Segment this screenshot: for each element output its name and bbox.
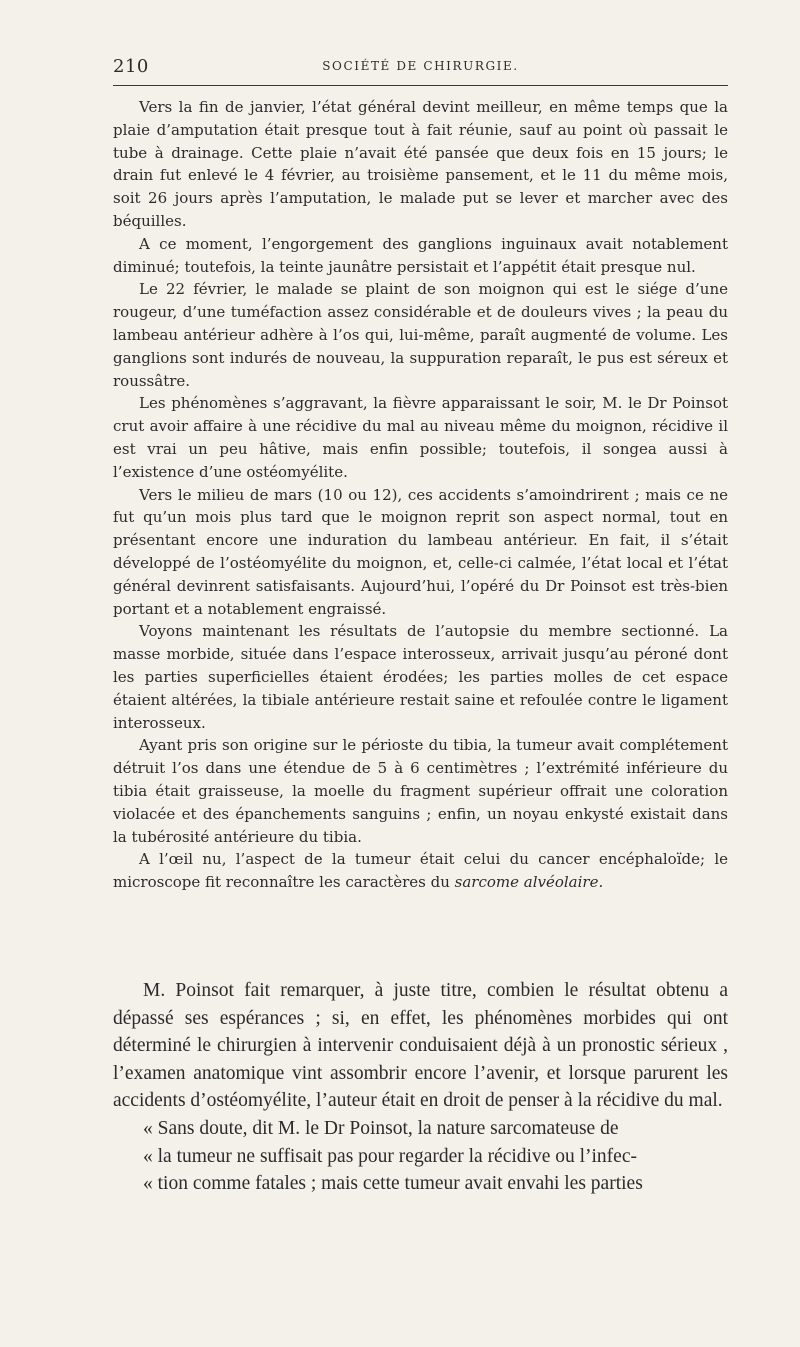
journal-title: SOCIÉTÉ DE CHIRURGIE.	[322, 59, 519, 73]
paragraph-microscope	[113, 848, 728, 894]
commentary-text	[113, 977, 728, 1198]
italic-diagnosis: sarcome alvéolaire.	[454, 873, 604, 892]
paragraph: M. Poinsot fait remarquer, à juste titre, combien le résultat obtenu a dépassé ses espérances ; si, en effet, les phénomènes morbides qui ont déterminé le chirurgien à intervenir conduisaient déjà à un pronostic sérieux , l’examen anatomique vint assombrir encore l’avenir, et lorsque parurent les accidents d’ostéomyélite, l’auteur était en droit de penser à la récidive du mal.	[113, 980, 728, 1112]
case-report-text	[113, 96, 728, 894]
paragraph-text: A l’œil nu, l’aspect de la tumeur était celui du cancer encéphaloïde; le microscope fit reconnaître les caractères du	[113, 850, 728, 892]
running-head	[113, 56, 728, 80]
quote-line: « la tumeur ne suffisait pas pour regarder la récidive ou l’infec-	[143, 1145, 637, 1167]
paragraph: Vers le milieu de mars (10 ou 12), ces accidents s’amoindrirent ; mais ce ne fut qu’un mois plus tard que le moignon reprit son aspect normal, tout en présentant encore une induration du lambeau antérieur. En fait, il s’était développé de l’ostéomyélite du moignon, et, celle-ci calmée, l’état local et l’état général devinrent satisfaisants. Aujourd’hui, l’opéré du Dr Poinsot est très-bien portant et a notablement engraissé.	[113, 485, 728, 618]
quote-line: « Sans doute, dit M. le Dr Poinsot, la nature sarcomateuse de	[143, 1117, 619, 1139]
quote-line: « tion comme fatales ; mais cette tumeur avait envahi les parties	[143, 1173, 643, 1195]
paragraph: Voyons maintenant les résultats de l’autopsie du membre sectionné. La masse morbide, située dans l’espace interosseux, arrivait jusqu’au péroné dont les parties superficielles étaient érodées; les parties molles de cet espace étaient altérées, la tibiale antérieure restait saine et refoulée contre le ligament interosseux.	[113, 622, 728, 732]
paragraph: Ayant pris son origine sur le périoste du tibia, la tumeur avait complétement détruit l’os dans une étendue de 5 à 6 centimètres ; l’extrémité inférieure du tibia était graisseuse, la moelle du fragment supérieur offrait une coloration violacée et des épanchements sanguins ; enfin, un noyau enkysté existait dans la tubérosité antérieure du tibia.	[113, 736, 728, 846]
paragraph: A ce moment, l’engorgement des ganglions inguinaux avait notablement diminué; toutefois, la teinte jaunâtre persistait et l’appétit était presque nul.	[113, 234, 728, 276]
page-number: 210	[113, 56, 149, 77]
header-rule	[113, 85, 728, 86]
paragraph: Les phénomènes s’aggravant, la fièvre apparaissant le soir, M. le Dr Poinsot crut avoir affaire à une récidive du mal au niveau même du moignon, récidive il est vrai un peu hâtive, mais enfin possible; toutefois, il songea aussi à l’existence d’une ostéomyélite.	[113, 394, 728, 481]
paragraph: Vers la fin de janvier, l’état général devint meilleur, en même temps que la plaie d’amputation était presque tout à fait réunie, sauf au point où passait le tube à drainage. Cette plaie n’avait été pansée que deux fois en 15 jours; le drain fut enlevé le 4 février, au troisième pansement, et le 11 du même mois, soit 26 jours après l’amputation, le malade put se lever et marcher avec des béquilles.	[113, 98, 728, 230]
paragraph: Le 22 février, le malade se plaint de son moignon qui est le siége d’une rougeur, d’une tuméfaction assez considérable et de douleurs vives ; la peau du lambeau antérieur adhère à l’os qui, lui-même, paraît augmenté de volume. Les ganglions sont indurés de nouveau, la suppuration reparaît, le pus est séreux et roussâtre.	[113, 280, 728, 390]
